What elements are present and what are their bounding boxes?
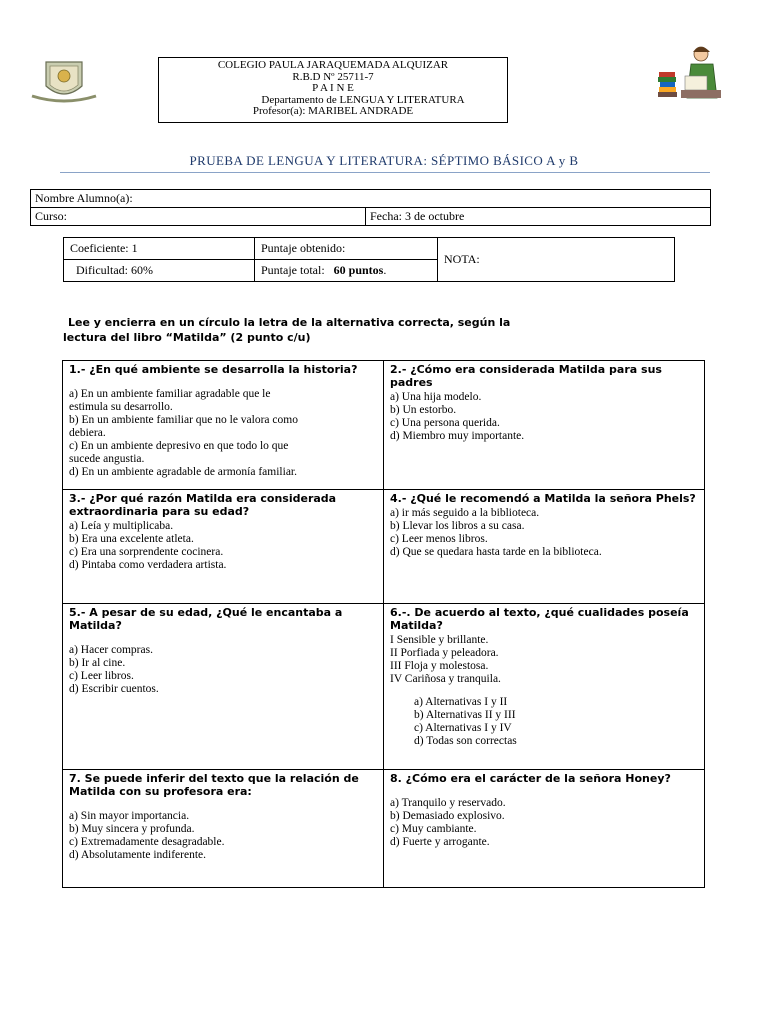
option-d[interactable]: d) Fuerte y arrogante. [390, 836, 490, 848]
option-text[interactable]: b) En un ambiente familiar que no le valora como [69, 414, 298, 426]
option-text: sucede angustia. [69, 453, 145, 465]
option-d[interactable]: d) Escribir cuentos. [69, 683, 159, 695]
instructions-line-1: Lee y encierra en un círculo la letra de la alternativa correcta, según la [68, 316, 511, 329]
question-1-text: 1.- ¿En qué ambiente se desarrolla la historia? [69, 363, 358, 376]
grade-field[interactable]: NOTA: [438, 238, 675, 282]
option-b[interactable]: b) Alternativas II y III [414, 709, 516, 721]
option-c[interactable]: c) Era una sorprendente cocinera. [69, 546, 224, 558]
question-4 [384, 490, 705, 604]
question-8-text: 8. ¿Cómo era el carácter de la señora Honey? [390, 772, 671, 785]
statement-ii: II Porfiada y peleadora. [390, 647, 499, 659]
instructions [63, 315, 583, 345]
option-b[interactable]: b) Llevar los libros a su casa. [390, 520, 525, 532]
difficulty: Dificultad: 60% [64, 260, 255, 282]
school-header-box [158, 57, 508, 123]
question-8 [384, 770, 705, 888]
obtained-score-field[interactable]: Puntaje obtenido: [255, 238, 438, 260]
option-b[interactable]: b) Era una excelente atleta. [69, 533, 194, 545]
question-7-text: 7. Se puede inferir del texto que la relación de Matilda con su profesora era: [69, 772, 359, 798]
option-b[interactable]: b) Muy sincera y profunda. [69, 823, 195, 835]
question-2 [384, 361, 705, 490]
option-d[interactable]: d) Miembro muy importante. [390, 430, 525, 442]
option-b[interactable]: b) Demasiado explosivo. [390, 810, 505, 822]
option-a[interactable]: a) Hacer compras. [69, 644, 153, 656]
option-d[interactable]: d) Pintaba como verdadera artista. [69, 559, 227, 571]
option-text[interactable]: a) En un ambiente familiar agradable que le [69, 388, 271, 400]
statement-i: I Sensible y brillante. [390, 634, 489, 646]
total-score-value: 60 puntos [333, 263, 384, 277]
question-5-text: 5.- A pesar de su edad, ¿Qué le encantaba a Matilda? [69, 606, 343, 632]
option-text[interactable]: d) En un ambiente agradable de armonía familiar. [69, 466, 297, 478]
option-d[interactable]: d) Que se quedara hasta tarde en la biblioteca. [390, 546, 602, 558]
date-field: Fecha: 3 de octubre [366, 208, 711, 226]
test-title: PRUEBA DE LENGUA Y LITERATURA: SÉPTIMO BÁSICO A y B [189, 153, 579, 168]
course-field[interactable]: Curso: [31, 208, 366, 226]
student-info-table [30, 189, 711, 226]
option-a[interactable]: a) Alternativas I y II [414, 696, 508, 708]
option-c[interactable]: c) Muy cambiante. [390, 823, 477, 835]
coefficient: Coeficiente: 1 [64, 238, 255, 260]
instructions-line-2: lectura del libro “Matilda” (2 punto c/u) [63, 331, 311, 344]
question-4-text: 4.- ¿Qué le recomendó a Matilda la señora Phels? [390, 492, 696, 505]
option-a[interactable]: a) Una hija modelo. [390, 391, 482, 403]
question-6 [384, 604, 705, 770]
teacher-name: Profesor(a): MARIBEL ANDRADE [252, 105, 414, 117]
option-b[interactable]: b) Un estorbo. [390, 404, 457, 416]
girl-reading-books-illustration [655, 42, 727, 100]
option-text: estimula su desarrollo. [69, 401, 173, 413]
question-3-text: 3.- ¿Por qué razón Matilda era considerada extraordinaria para su edad? [69, 492, 337, 518]
option-c[interactable]: c) Alternativas I y IV [414, 722, 512, 734]
total-score-label: Puntaje total: [261, 263, 325, 277]
option-d[interactable]: d) Absolutamente indiferente. [69, 849, 207, 861]
option-text[interactable]: c) En un ambiente depresivo en que todo lo que [69, 440, 289, 452]
option-c[interactable]: c) Leer menos libros. [390, 533, 488, 545]
question-5 [63, 604, 384, 770]
option-text: debiera. [69, 427, 106, 439]
question-7 [63, 770, 384, 888]
question-6-text: 6.-. De acuerdo al texto, ¿qué cualidades poseía Matilda? [390, 606, 689, 632]
option-a[interactable]: a) Sin mayor importancia. [69, 810, 190, 822]
statement-iv: IV Cariñosa y tranquila. [390, 673, 501, 685]
title-divider [60, 172, 710, 173]
school-crest-logo [30, 58, 98, 104]
school-name: COLEGIO PAULA JARAQUEMADA ALQUIZAR [217, 59, 449, 71]
option-b[interactable]: b) Ir al cine. [69, 657, 126, 669]
option-c[interactable]: c) Leer libros. [69, 670, 134, 682]
question-2-text: 2.- ¿Cómo era considerada Matilda para sus padres [390, 363, 662, 389]
score-table [63, 237, 675, 282]
question-1 [63, 361, 384, 490]
option-a[interactable]: a) Leía y multiplicaba. [69, 520, 174, 532]
statement-iii: III Floja y molestosa. [390, 660, 489, 672]
question-3 [63, 490, 384, 604]
questions-grid [62, 360, 705, 888]
option-a[interactable]: a) Tranquilo y reservado. [390, 797, 506, 809]
option-c[interactable]: c) Una persona querida. [390, 417, 500, 429]
school-rbd: R.B.D Nº 25711-7 [292, 70, 374, 83]
option-d[interactable]: d) Todas son correctas [414, 735, 517, 747]
total-score-period: . [383, 263, 387, 277]
department-name: Departamento de LENGUA Y LITERATURA [261, 93, 465, 106]
student-name-field[interactable]: Nombre Alumno(a): [31, 190, 711, 208]
option-a[interactable]: a) ir más seguido a la biblioteca. [390, 507, 540, 519]
option-c[interactable]: c) Extremadamente desagradable. [69, 836, 225, 848]
total-score [255, 260, 438, 282]
school-city: P A I N E [312, 82, 354, 94]
